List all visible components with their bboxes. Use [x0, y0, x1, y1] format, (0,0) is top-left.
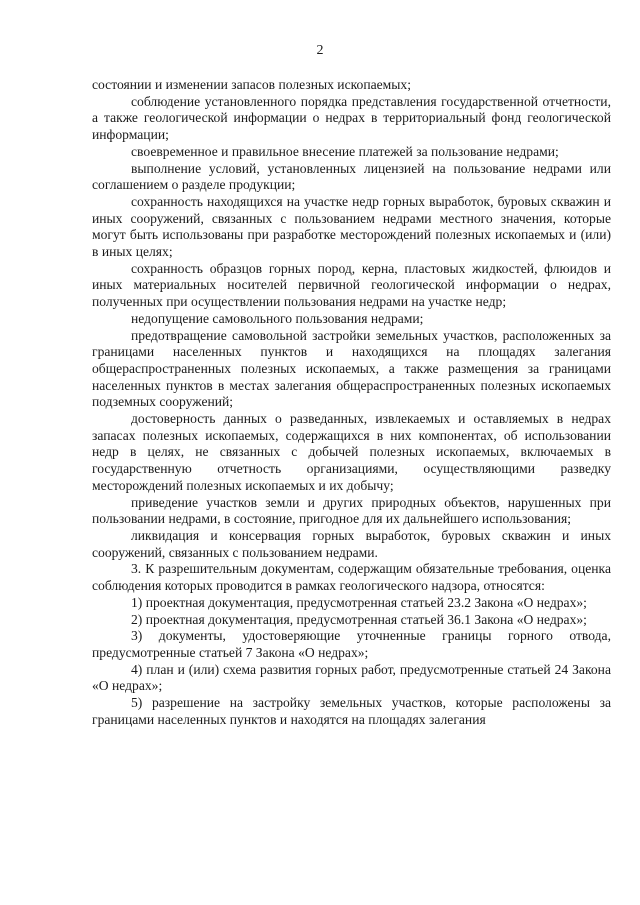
paragraph-reporting: соблюдение установленного порядка представления государственной отчетности, а также геологической информации о недрах в территориальный фонд геологической информации;: [92, 93, 611, 143]
page-number: 2: [316, 43, 324, 58]
list-item-5: 5) разрешение на застройку земельных участков, которые расположены за границами населенных пунктов и находятся на площадях залегания: [92, 695, 611, 727]
paragraph-reserves-data: достоверность данных о разведанных, извлекаемых и оставляемых в недрах запасах полезных ископаемых, содержащихся в них компонентах, об использовании недр в целях, не связанных с добычей полезных ископаемых, включаемых в государственную отчетность организациями, осуществляющими разведку месторождений полезных ископаемых и их добычу;: [92, 411, 611, 493]
list-item-1: 1) проектная документация, предусмотренная статьей 23.2 Закона «О недрах»;: [131, 594, 587, 610]
paragraph-liquidation: ликвидация и консервация горных выработок, буровых скважин и иных сооружений, связанных с пользованием недрами.: [92, 527, 611, 560]
paragraph-section-3: 3. К разрешительным документам, содержащим обязательные требования, оценка соблюдения которых проводится в рамках геологического надзора, относятся:: [92, 561, 611, 594]
list-item-3: 3) документы, удостоверяющие уточненные границы горного отвода, предусмотренные статьей 7 Закона «О недрах»;: [92, 628, 611, 660]
paragraph-unauthorized-construction: предотвращение самовольной застройки земельных участков, расположенных за границами населенных пунктов и находящихся на площадях залегания общераспространенных полезных ископаемых, а также размещения за границами населенных пунктов в местах залегания общераспространенных полезных ископаемых подземных сооружений;: [92, 327, 611, 410]
paragraph-payments: своевременное и правильное внесение платежей за пользование недрами;: [131, 143, 559, 159]
paragraph-license-conditions: выполнение условий, установленных лицензией на пользование недрами или соглашением о разделе продукции;: [92, 160, 611, 193]
document-body: [92, 77, 611, 728]
paragraph-samples-safety: сохранность образцов горных пород, керна, пластовых жидкостей, флюидов и иных материальных носителей первичной геологической информации о недрах, полученных при осуществлении пользования недрами на участке недр;: [92, 260, 611, 310]
paragraph-unauthorized-use: недопущение самовольного пользования недрами;: [131, 310, 424, 326]
paragraph-workings-safety: сохранность находящихся на участке недр горных выработок, буровых скважин и иных сооружений, связанных с пользованием недрами местного значения, которые могут быть использованы при разработке месторождений полезных ископаемых и (или) в иных целях;: [92, 193, 611, 260]
list-item-4: 4) план и (или) схема развития горных работ, предусмотренные статьей 24 Закона «О недрах»;: [92, 661, 611, 694]
paragraph-continuation: состоянии и изменении запасов полезных ископаемых;: [92, 77, 411, 92]
paragraph-land-restoration: приведение участков земли и других природных объектов, нарушенных при пользовании недрами, в состояние, пригодное для их дальнейшего использования;: [92, 494, 611, 527]
list-item-2: 2) проектная документация, предусмотренная статьей 36.1 Закона «О недрах»;: [131, 611, 587, 627]
